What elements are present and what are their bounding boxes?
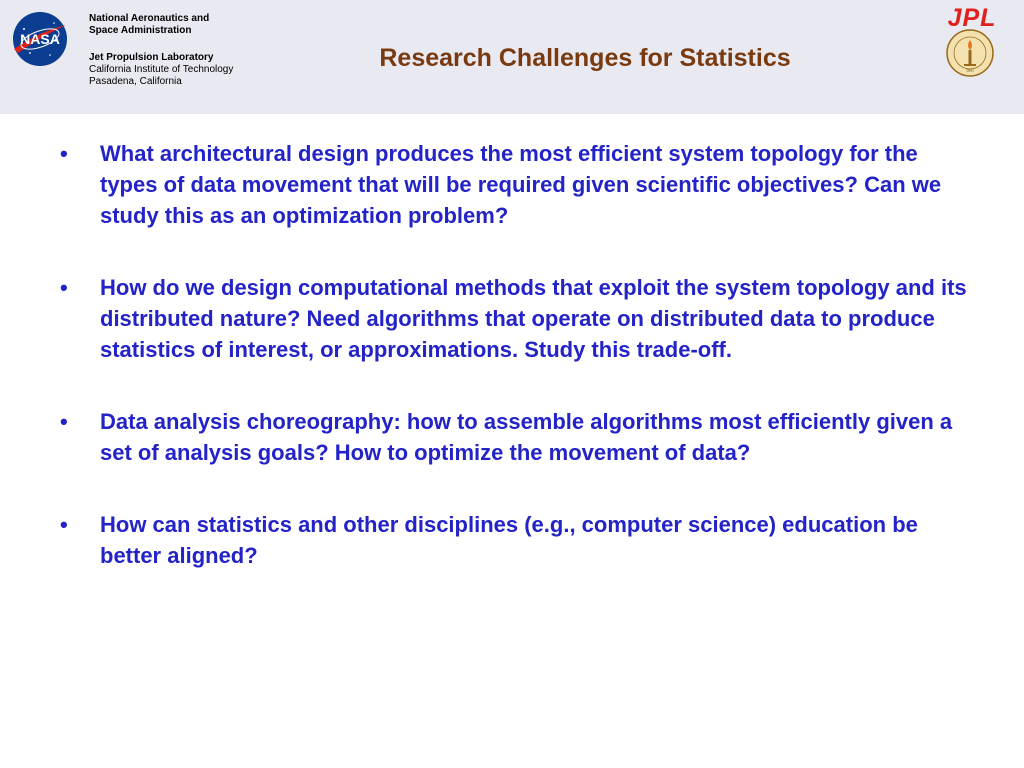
bullet-item-1 (0, 138, 980, 231)
bullet-item-4 (0, 509, 980, 571)
bullet-text: Data analysis choreography: how to assemble algorithms most efficiently given a set of analysis goals? How to optimize the movement of data? (100, 409, 953, 465)
nasa-logo-text: NASA (20, 31, 60, 47)
seal-year: 1891 (966, 68, 974, 73)
institution-name: California Institute of Technology (89, 64, 234, 75)
bullet-item-2 (0, 272, 980, 365)
bullet-text: What architectural design produces the most efficient system topology for the types of data movement that will be required given scientific objectives? Can we study this as an optimization problem? (100, 141, 942, 228)
bullet-text: How do we design computational methods that exploit the system topology and its distributed nature? Need algorithms that operate on distributed data to produce statistics of interest, or approximations. Study this trade-off. (100, 275, 967, 362)
caltech-seal-icon (944, 28, 996, 78)
jpl-logo-text: JPL (947, 4, 997, 30)
slide-header (0, 0, 1024, 114)
bullet-marker: • (60, 512, 68, 537)
bullet-list (0, 138, 1024, 612)
slide-title: Research Challenges for Statistics (379, 44, 791, 72)
bullet-marker: • (60, 275, 68, 300)
agency-block (89, 13, 289, 88)
lab-name: Jet Propulsion Laboratory (89, 52, 214, 63)
bullet-text: How can statistics and other disciplines (e.g., computer science) education be better aligned? (100, 512, 918, 568)
agency-line2: Space Administration (89, 25, 192, 36)
bullet-marker: • (60, 141, 68, 166)
bullet-item-3 (0, 406, 980, 468)
jpl-logo-icon (934, 4, 1010, 30)
bullet-marker: • (60, 409, 68, 434)
location: Pasadena, California (89, 76, 182, 87)
nasa-logo-icon (10, 9, 70, 69)
agency-line1: National Aeronautics and (89, 13, 210, 24)
